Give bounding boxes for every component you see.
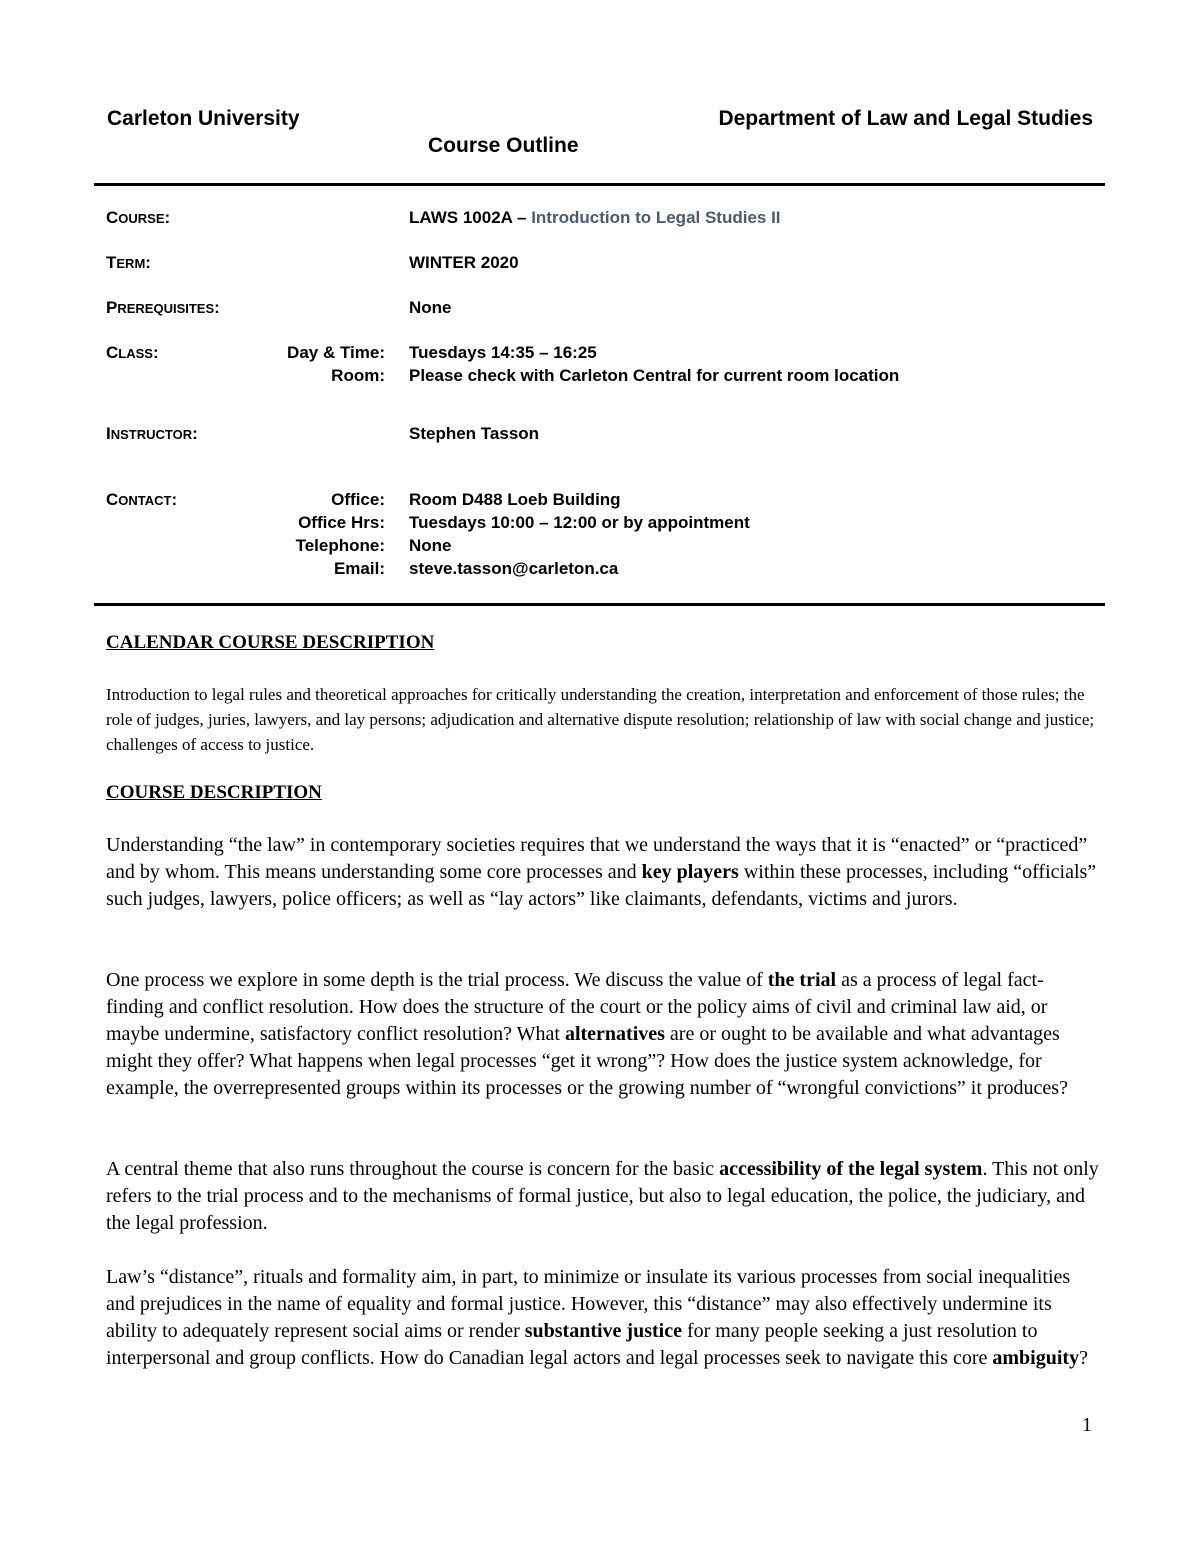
instructor-row (0, 424, 1200, 446)
contact-label: CONTACT: (106, 490, 178, 509)
daytime-label: Day & Time: (287, 343, 385, 362)
email-label: Email: (333, 559, 385, 578)
telephone-value: None (409, 536, 452, 555)
room-label: Room: (331, 366, 385, 385)
room-row (0, 366, 1200, 388)
term-value: WINTER 2020 (409, 253, 519, 272)
office-hours-label: Office Hrs: (298, 513, 385, 532)
instructor-label: INSTRUCTOR: (106, 424, 198, 443)
institution-name: Carleton University (107, 107, 300, 130)
daytime-value: Tuesdays 14:35 – 16:25 (409, 343, 597, 362)
contact-phone-row (0, 536, 1200, 558)
contact-email-row (0, 559, 1200, 581)
top-divider (94, 183, 1105, 186)
department-name: Department of Law and Legal Studies (718, 107, 1093, 130)
calendar-description-heading: CALENDAR COURSE DESCRIPTION (106, 632, 435, 653)
description-paragraph-1: Understanding “the law” in contemporary societies requires that we understand the ways that it is “enacted” or “practiced” and by whom. This means understanding some core processes and key players within these processes, including “officials” such judges, lawyers, police officers; as well as “lay actors” like claimants, defendants, victims and jurors. (106, 834, 1097, 910)
instructor-name: Stephen Tasson (409, 424, 540, 443)
class-row (0, 343, 1200, 365)
email-value: steve.tasson@carleton.ca (409, 559, 619, 578)
term-label: TERM: (106, 253, 151, 272)
course-value (409, 208, 781, 228)
bottom-divider (94, 603, 1105, 606)
emphasis-alternatives: alternatives (564, 1023, 665, 1045)
emphasis-key-players: key players (641, 861, 739, 883)
page-number: 1 (1082, 1414, 1092, 1436)
telephone-label: Telephone: (295, 536, 385, 555)
prerequisites-value: None (409, 298, 452, 317)
office-label: Office: (331, 490, 385, 509)
course-description-heading: COURSE DESCRIPTION (106, 782, 322, 803)
document-title: Course Outline (428, 134, 579, 157)
class-label: CLASS: (106, 343, 159, 362)
emphasis-ambiguity: ambiguity (992, 1347, 1080, 1369)
description-paragraph-3: A central theme that also runs throughout the course is concern for the basic accessibility of the legal system. This not only refers to the trial process and to the mechanisms of formal justice, but also to legal education, the police, the judiciary, and the legal profession. (106, 1158, 1099, 1234)
room-value: Please check with Carleton Central for current room location (409, 366, 900, 385)
course-row (0, 208, 1200, 230)
description-paragraph-2: One process we explore in some depth is the trial process. We discuss the value of the trial as a process of legal fact-finding and conflict resolution. How does the structure of the court or the policy aims of civil and criminal law aid, or maybe undermine, satisfactory conflict resolution? What alternatives are or ought to be available and what advantages might they offer? What happens when legal processes “get it wrong”? How does the justice system acknowledge, for example, the overrepresented groups within its processes or the growing number of “wrongful convictions” it produces? (106, 969, 1068, 1099)
contact-hours-row (0, 513, 1200, 535)
emphasis-accessibility: accessibility of the legal system (719, 1158, 983, 1180)
office-hours-value: Tuesdays 10:00 – 12:00 or by appointment (409, 513, 750, 532)
calendar-description-text: Introduction to legal rules and theoretical approaches for critically understanding the creation, interpretation and enforcement of those rules; the role of judges, juries, lawyers, and lay persons; adjudication and alternative dispute resolution; relationship of law with social change and justice; challenges of access to justice. (106, 685, 1095, 754)
description-paragraph-4: Law’s “distance”, rituals and formality aim, in part, to minimize or insulate its various processes from social inequalities and prejudices in the name of equality and formal justice. However, this “distance” may also effectively undermine its ability to adequately represent social aims or render substantive justice for many people seeking a just resolution to interpersonal and group conflicts. How do Canadian legal actors and legal processes seek to navigate this core ambiguity? (106, 1266, 1088, 1369)
course-dash: – (512, 208, 532, 227)
emphasis-substantive-justice: substantive justice (524, 1320, 682, 1342)
prerequisites-row (0, 298, 1200, 320)
course-label: COURSE: (106, 208, 171, 227)
prerequisites-label: PREREQUISITES: (106, 298, 220, 317)
contact-office-row (0, 490, 1200, 512)
emphasis-the-trial: the trial (767, 969, 837, 991)
office-value: Room D488 Loeb Building (409, 490, 621, 509)
course-title: Introduction to Legal Studies II (531, 208, 781, 227)
course-code: LAWS 1002A (409, 208, 513, 227)
term-row (0, 253, 1200, 275)
